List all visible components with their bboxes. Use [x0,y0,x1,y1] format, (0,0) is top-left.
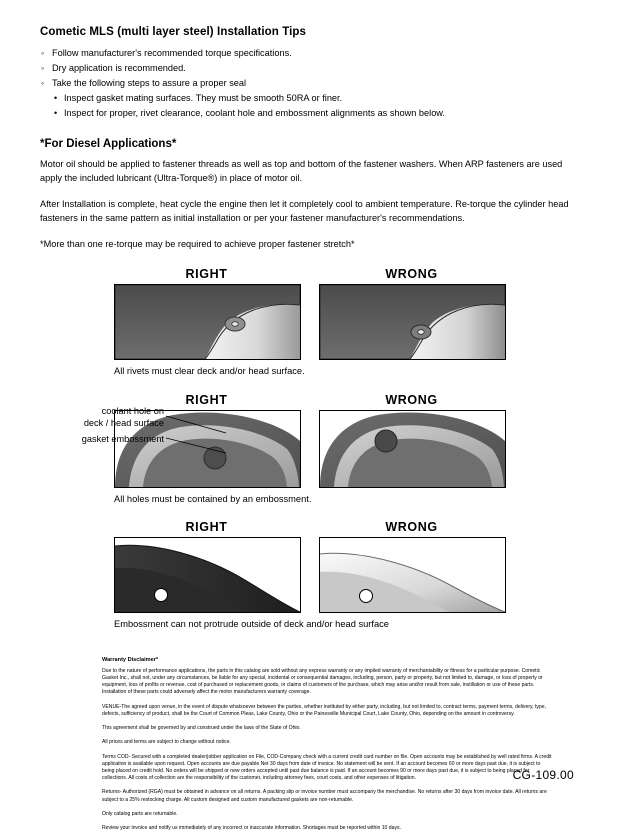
figure-wrong-protrusion [319,520,504,613]
warranty-heading: Warranty Disclaimer* [102,656,159,663]
diesel-paragraph-1: Motor oil should be applied to fastener threads as well as top and bottom of the fastener washers. When ARP fasteners are used apply the included lubricant (Ultra-Torque®) in place of motor oil. [40,158,563,184]
figure-label-right: RIGHT [185,267,228,282]
warranty-paragraph: Review your invoice and notify us immediately of any incorrect or inaccurate information. Shortages must be reported within 10 days. [102,825,401,832]
warranty-paragraph: Due to the nature of performance applications, the parts in this catalog are sold without any express warranty or any implied warranty of merchantability or fitness for a particular purpose. Cometic Gasket Inc., shall not, under any circumstances, be liable for any special, incidental or consequential damages, including, person, party or property, but not limited to, damage, or loss of property or equipment, loss of profits or revenue, cost of purchased or replacement goods, or claims of customers of the purchase, which may arise and/or result from sale, instillation or use of these parts. Installation of these parts could adversely affect the motor manufacturers warranty coverage. [102,667,543,696]
figure-image-wrong-rivets [319,284,506,360]
document-number: CG-109.00 [512,768,574,782]
figure-image-wrong-protrusion [319,537,506,613]
figure-label-wrong: WRONG [385,520,438,535]
warranty-paragraph: This agreement shall be governed by and construed under the laws of the State of Ohio. [102,725,301,732]
figure-group-protrusion [40,520,578,631]
figure-caption-holes: All holes must be contained by an embossment. [114,493,312,504]
list-item: ◦ Take the following steps to assure a proper seal [40,76,578,91]
list-item: ◦ Dry application is recommended. [40,61,578,76]
figure-group-holes [40,393,578,506]
figures-area [40,267,578,631]
figure-group-rivets [40,267,578,378]
warranty-paragraph: Terms COD- Secured with a completed dealer/jobber application on File, COD-Company check with a current credit card number on file. Open accounts may be established by well rated firms. A credit application is available upon request. Open accounts are due payable Net 30 days from date of invoice. No statement will be sent. If an account becomes 60 or more days past due, it is subject to being placed on credit hold. No orders will be shipped or new orders accepted until past due balance is paid. If an account becomes 90 or more days past due, it is subject to being placed for collections. All costs of collection are the responsibility of the customer, including attorney fees, court costs, and other expenses of litigation. [102,753,552,782]
figure-right-protrusion [114,520,299,613]
list-item: ◦ Follow manufacturer's recommended torque specifications. [40,46,578,61]
warranty-paragraph: All prices and terms are subject to change without notice. [102,739,231,746]
list-item: • Inspect gasket mating surfaces. They must be smooth 50RA or finer. [54,91,578,106]
diesel-section-heading: *For Diesel Applications* [40,137,177,150]
figure-right-rivets [114,267,299,360]
figure-image-right-rivets [114,284,301,360]
figure-image-right-protrusion [114,537,301,613]
page-title: Cometic MLS (multi layer steel) Installation Tips [40,26,307,38]
figure-image-wrong-holes [319,410,506,488]
diesel-paragraph-2: After Installation is complete, heat cycle the engine then let it completely cool to ambient temperature. Re-torque the cylinder head fasteners in the same pattern as initial installation or per your fastener manufacturer's recommendations. [40,198,569,224]
installation-tips-list [40,46,578,91]
figure-wrong-holes [319,393,504,488]
figure-caption-protrusion: Embossment can not protrude outside of deck and/or head surface [114,619,389,630]
warranty-paragraph: VENUE-The agreed upon venue, in the event of dispute whatsoever between the parties, whether instituted by either party, including, but not limited to, contract terms, payment terms, delivery, type, defects, sufficiency of product, shall be the Court of Common Pleas, Lake County, Ohio or the Painesville Municipal Court, Lake County, Ohio, depending on the amount in controversy. [102,703,547,717]
figure-label-right: RIGHT [185,392,228,407]
warranty-section [40,657,578,832]
figure-label-wrong: WRONG [385,267,438,282]
figure-caption-rivets: All rivets must clear deck and/or head surface. [114,366,305,377]
figure-image-right-holes [114,410,301,488]
figure-wrong-rivets [319,267,504,360]
callout-coolant-hole: coolant hole on deck / head surface [83,405,164,429]
installation-subtips-list [40,91,578,121]
figure-label-wrong: WRONG [385,392,438,407]
callout-gasket-embossment: gasket embossment [81,433,164,444]
warranty-paragraph: Only catalog parts are returnable. [102,810,178,817]
diesel-paragraph-3: *More than one re-torque may be required to achieve proper fastener stretch* [40,238,355,249]
figure-right-holes [114,393,299,488]
list-item: • Inspect for proper, rivet clearance, coolant hole and embossment alignments as shown below. [54,106,578,121]
warranty-paragraph: Returns- Authorized (RGA) must be obtained in advance on all returns. A packing slip or invoice number must accompany the merchandise. No returns after 30 days from invoice date. All returns are subject to a 25% restocking charge. All custom designed and custom manufactured gaskets are non-returnable. [102,789,547,803]
figure-label-right: RIGHT [185,520,228,535]
